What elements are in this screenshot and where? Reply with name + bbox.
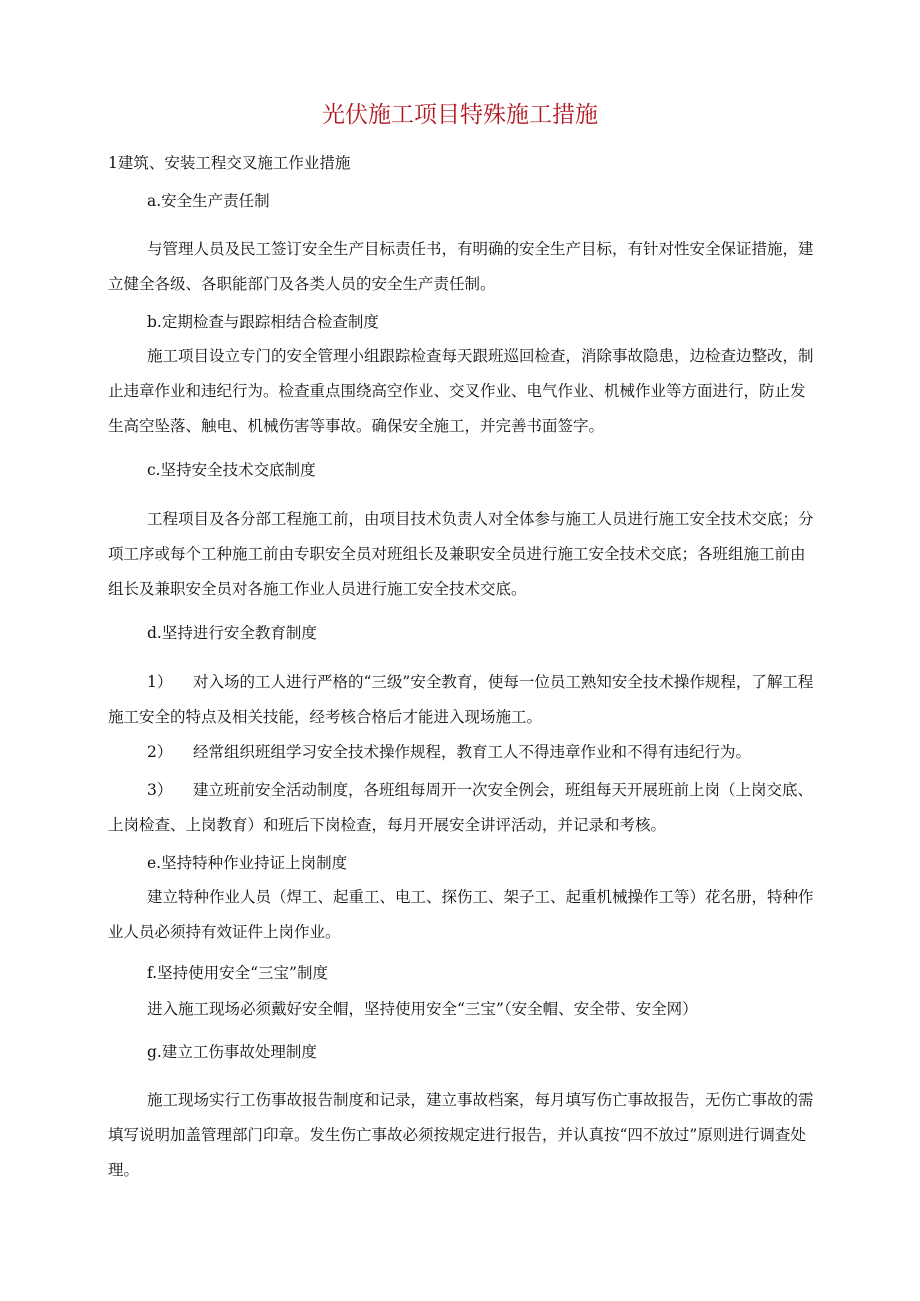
list-item bbox=[108, 665, 820, 735]
paragraph: 施工现场实行工伤事故报告制度和记录，建立事故档案，每月填写伤亡事故报告，无伤亡事故的需填写说明加盖管理部门印章。发生伤亡事故必须按规定进行报告，并认真按“四不放过”原则进行调查处理。 bbox=[108, 1091, 814, 1179]
paragraph: 进入施工现场必须戴好安全帽，坚持使用安全“三宝”（安全帽、安全带、安全网） bbox=[147, 1000, 698, 1018]
paragraph: 工程项目及各分部工程施工前，由项目技术负责人对全体参与施工人员进行施工安全技术交底；分项工序或每个工种施工前由专职安全员对班组长及兼职安全员进行施工安全技术交底；各班组施工前由组长及兼职安全员对各施工作业人员进行施工安全技术交底。 bbox=[108, 510, 814, 598]
list-item-text: 经常组织班组学习安全技术操作规程，教育工人不得违章作业和不得有违纪行为。 bbox=[193, 743, 752, 761]
document-title: 光伏施工项目特殊施工措施 bbox=[322, 102, 598, 128]
list-item-number: 1） bbox=[147, 673, 173, 691]
subsection-g-body bbox=[108, 1083, 820, 1188]
list-item bbox=[108, 735, 820, 770]
list-item-text: 对入场的工人进行严格的“三级”安全教育，使每一位员工熟知安全技术操作规程，了解工程施工安全的特点及相关技能，经考核合格后才能进入现场施工。 bbox=[108, 673, 814, 726]
subsection-b-heading: b.定期检查与跟踪相结合检查制度 bbox=[147, 313, 379, 331]
paragraph: 与管理人员及民工签订安全生产目标责任书，有明确的安全生产目标，有针对性安全保证措施，建立健全各级、各职能部门及各类人员的安全生产责任制。 bbox=[108, 240, 814, 293]
list-item bbox=[108, 773, 820, 843]
paragraph: 建立特种作业人员（焊工、起重工、电工、探伤工、架子工、起重机械操作工等）花名册，特种作业人员必须持有效证件上岗作业。 bbox=[108, 888, 814, 941]
subsection-a-heading: a.安全生产责任制 bbox=[147, 192, 270, 210]
paragraph: 施工项目设立专门的安全管理小组跟踪检查每天跟班巡回检查，消除事故隐患，边检查边整改，制止违章作业和违纪行为。检查重点围绕高空作业、交叉作业、电气作业、机械作业等方面进行，防止发生高空坠落、触电、机械伤害等事故。确保安全施工，并完善书面签字。 bbox=[108, 347, 814, 435]
subsection-d-heading: d.坚持进行安全教育制度 bbox=[147, 624, 317, 642]
subsection-f-body bbox=[108, 992, 820, 1027]
section-1-heading: 1建筑、安装工程交叉施工作业措施 bbox=[108, 154, 351, 172]
subsection-f-heading: f.坚持使用安全“三宝”制度 bbox=[147, 964, 328, 982]
subsection-b-body bbox=[108, 339, 820, 444]
subsection-a-body bbox=[108, 232, 820, 302]
list-item-text: 建立班前安全活动制度，各班组每周开一次安全例会，班组每天开展班前上岗（上岗交底、上岗检查、上岗教育）和班后下岗检查，每月开展安全讲评活动，并记录和考核。 bbox=[108, 781, 814, 834]
list-item-number: 2） bbox=[147, 743, 173, 761]
subsection-g-heading: g.建立工伤事故处理制度 bbox=[147, 1043, 317, 1061]
subsection-e-body bbox=[108, 880, 820, 950]
list-item-number: 3） bbox=[147, 781, 173, 799]
subsection-c-heading: c.坚持安全技术交底制度 bbox=[147, 461, 316, 479]
subsection-e-heading: e.坚持特种作业持证上岗制度 bbox=[147, 854, 348, 872]
subsection-c-body bbox=[108, 502, 820, 607]
